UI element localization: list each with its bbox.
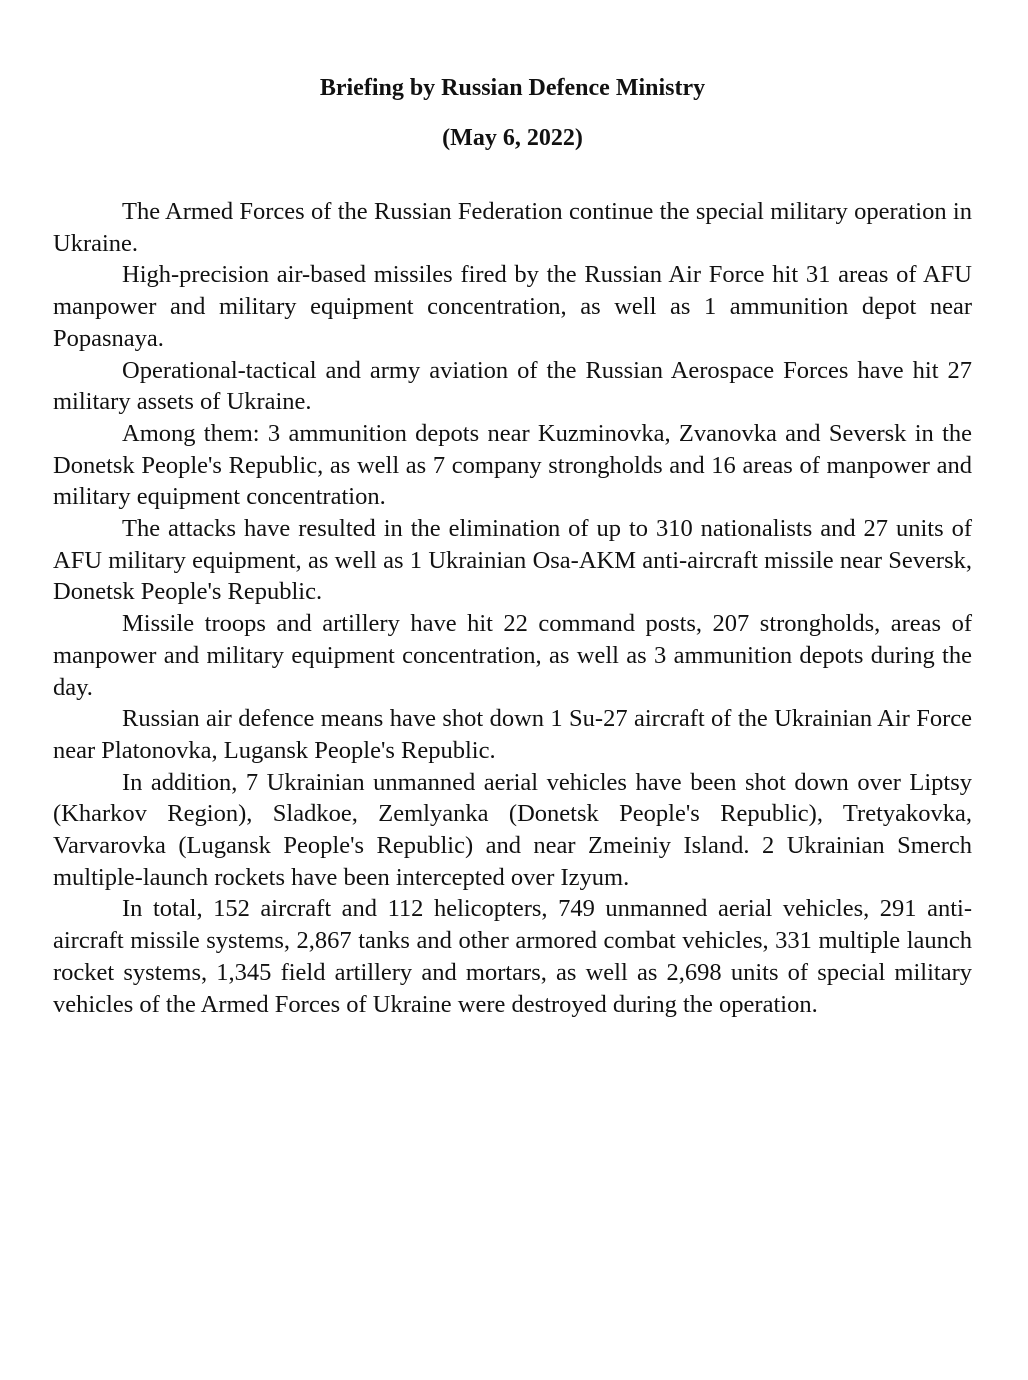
document-body — [53, 196, 972, 1020]
paragraph-8: In addition, 7 Ukrainian unmanned aerial vehicles have been shot down over Liptsy (Kharkov Region), Sladkoe, Zemlyanka (Donetsk People's Republic), Tretyakovka, Varvarovka (Lugansk People's Republic) and near Zmeiniy Island. 2 Ukrainian Smerch multiple-launch rockets have been intercepted over Izyum. — [53, 768, 972, 891]
paragraph-5: The attacks have resulted in the elimination of up to 310 nationalists and 27 units of AFU military equipment, as well as 1 Ukrainian Osa-AKM anti-aircraft missile near Seversk, Donetsk People's Republic. — [53, 515, 972, 606]
paragraph-7: Russian air defence means have shot down 1 Su-27 aircraft of the Ukrainian Air Force near Platonovka, Lugansk People's Republic. — [53, 705, 972, 764]
paragraph-1: The Armed Forces of the Russian Federation continue the special military operation in Ukraine. — [53, 198, 972, 257]
paragraph-3: Operational-tactical and army aviation of the Russian Aerospace Forces have hit 27 military assets of Ukraine. — [53, 356, 972, 416]
paragraph-6: Missile troops and artillery have hit 22 command posts, 207 strongholds, areas of manpower and military equipment concentration, as well as 3 ammunition depots during the day. — [53, 610, 972, 701]
document-title: Briefing by Russian Defence Ministry — [319, 75, 706, 101]
paragraph-9: In total, 152 aircraft and 112 helicopters, 749 unmanned aerial vehicles, 291 anti-aircraft missile systems, 2,867 tanks and other armored combat vehicles, 331 multiple launch rocket systems, 1,345 field artillery and mortars, as well as 2,698 units of special military vehicles of the Armed Forces of Ukraine were destroyed during the operation. — [53, 895, 972, 1018]
document-date: (May 6, 2022) — [442, 125, 583, 151]
paragraph-4: Among them: 3 ammunition depots near Kuzminovka, Zvanovka and Seversk in the Donetsk People's Republic, as well as 7 company strongholds and 16 areas of manpower and military equipment concentration. — [53, 419, 972, 511]
paragraph-2: High-precision air-based missiles fired by the Russian Air Force hit 31 areas of AFU manpower and military equipment concentration, as well as 1 ammunition depot near Popasnaya. — [53, 261, 972, 352]
